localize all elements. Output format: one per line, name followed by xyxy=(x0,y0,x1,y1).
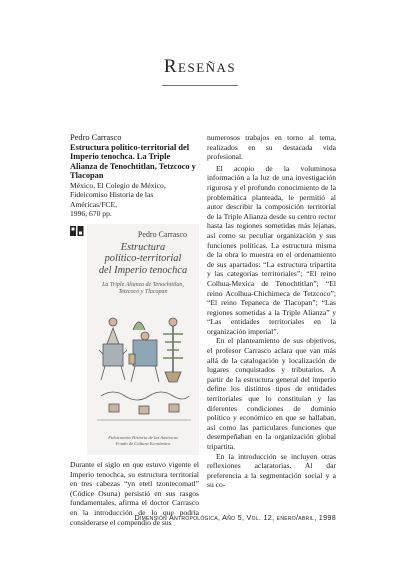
cover-title-line: Estructura xyxy=(120,242,166,253)
body-paragraph: En la introducción se incluyen otras reflexiones aclaratorias. Al dar preferencia a la segmentación social y a su co- xyxy=(207,451,336,490)
meta-line: 1996, 670 pp. xyxy=(70,209,112,219)
cover-subtitle-line: La Triple Alianza de Tenochtitlan, xyxy=(102,282,184,288)
publisher-logo-icon xyxy=(70,226,84,236)
section-title: Reseñas xyxy=(163,56,237,77)
left-paragraph: Durante el siglo en que estuvo vigente el Imperio tenochca, su estructura territorial en tres cabezas “yn etetl tzontecomatl” (Códice Osuna) persistió en sus rasgos fundamentales, afirma el doctor Carrasco en la introducción de lo que podría considerarse el compendio de sus xyxy=(70,460,199,527)
body-paragraph: numerosos trabajos en torno al tema, realizados en su destacada vida profesional. xyxy=(207,133,336,162)
cover-panel xyxy=(87,224,199,455)
cover-title xyxy=(91,242,195,276)
right-column xyxy=(207,133,336,490)
cover-author: Pedro Carrasco xyxy=(137,230,187,239)
cover-caption xyxy=(91,435,195,446)
meta-line: Fideicomiso Historia de las Américas/FCE, xyxy=(70,190,154,209)
meta-line: México, El Colegio de México, xyxy=(70,180,166,190)
left-column xyxy=(70,133,199,527)
book-meta xyxy=(70,181,199,219)
page-footer: Dimensión Antropológica, Año 5, Vol. 12, enero/abril, 1998 xyxy=(134,513,336,522)
codex-illustration xyxy=(93,310,195,430)
cover-caption-line: Fideicomiso Historia de las Américas xyxy=(108,435,178,440)
book-author: Pedro Carrasco xyxy=(70,133,122,142)
title-rule xyxy=(162,85,238,86)
cover-subtitle xyxy=(91,282,195,297)
body-paragraph: El acopio de la voluminosa información a la luz de una investigación rigurosa y el profundo conocimiento de la problemática planteada, le permitió al autor describir la composición territorial de la Triple Alianza desde su centro rector hasta las regiones sometidas más lejanas, así como su peculiar organización y sus funciones políticas. La estructura misma de la obra lo muestra en el ordenamiento de sus apartados: “La estructura tripartita y las categorías territoriales”; “El reino Colhua-Mexica de Tenochtitlan”; “El reino Acolhua-Chichimeca de Tetzcoco”; “El reino Tepaneca de Tlacopan”; “Las regiones sometidas a la Triple Alianza” y “Las entidades territoriales en la organización imperial”. xyxy=(207,163,336,336)
book-cover xyxy=(70,224,199,455)
book-title: Estructura político-territorial del Imperio tenochca. La Triple Alianza de Tenochtitlan, Tetzcoco y Tlacopan xyxy=(70,143,196,181)
cover-title-line: del Imperio tenochca xyxy=(98,264,188,276)
body-paragraph: En el planteamiento de sus objetivos, el profesor Carrasco aclara que van más allá de la catalogación y localización de lugares conquistados y tributarios. A partir de la estructura general del imperio define los distintos tipos de entidades territoriales que lo constituían y las diferentes condiciones de dominio político y económico en que se hallaban, así como las particulares funciones que desempeñaban en la organización global tripartita. xyxy=(207,336,336,451)
cover-subtitle-line: Tetzcoco y Tlacopan xyxy=(118,289,168,296)
cover-title-line: político-territorial xyxy=(104,253,182,265)
cover-caption-line: Fondo de Cultura Económica xyxy=(115,440,171,446)
